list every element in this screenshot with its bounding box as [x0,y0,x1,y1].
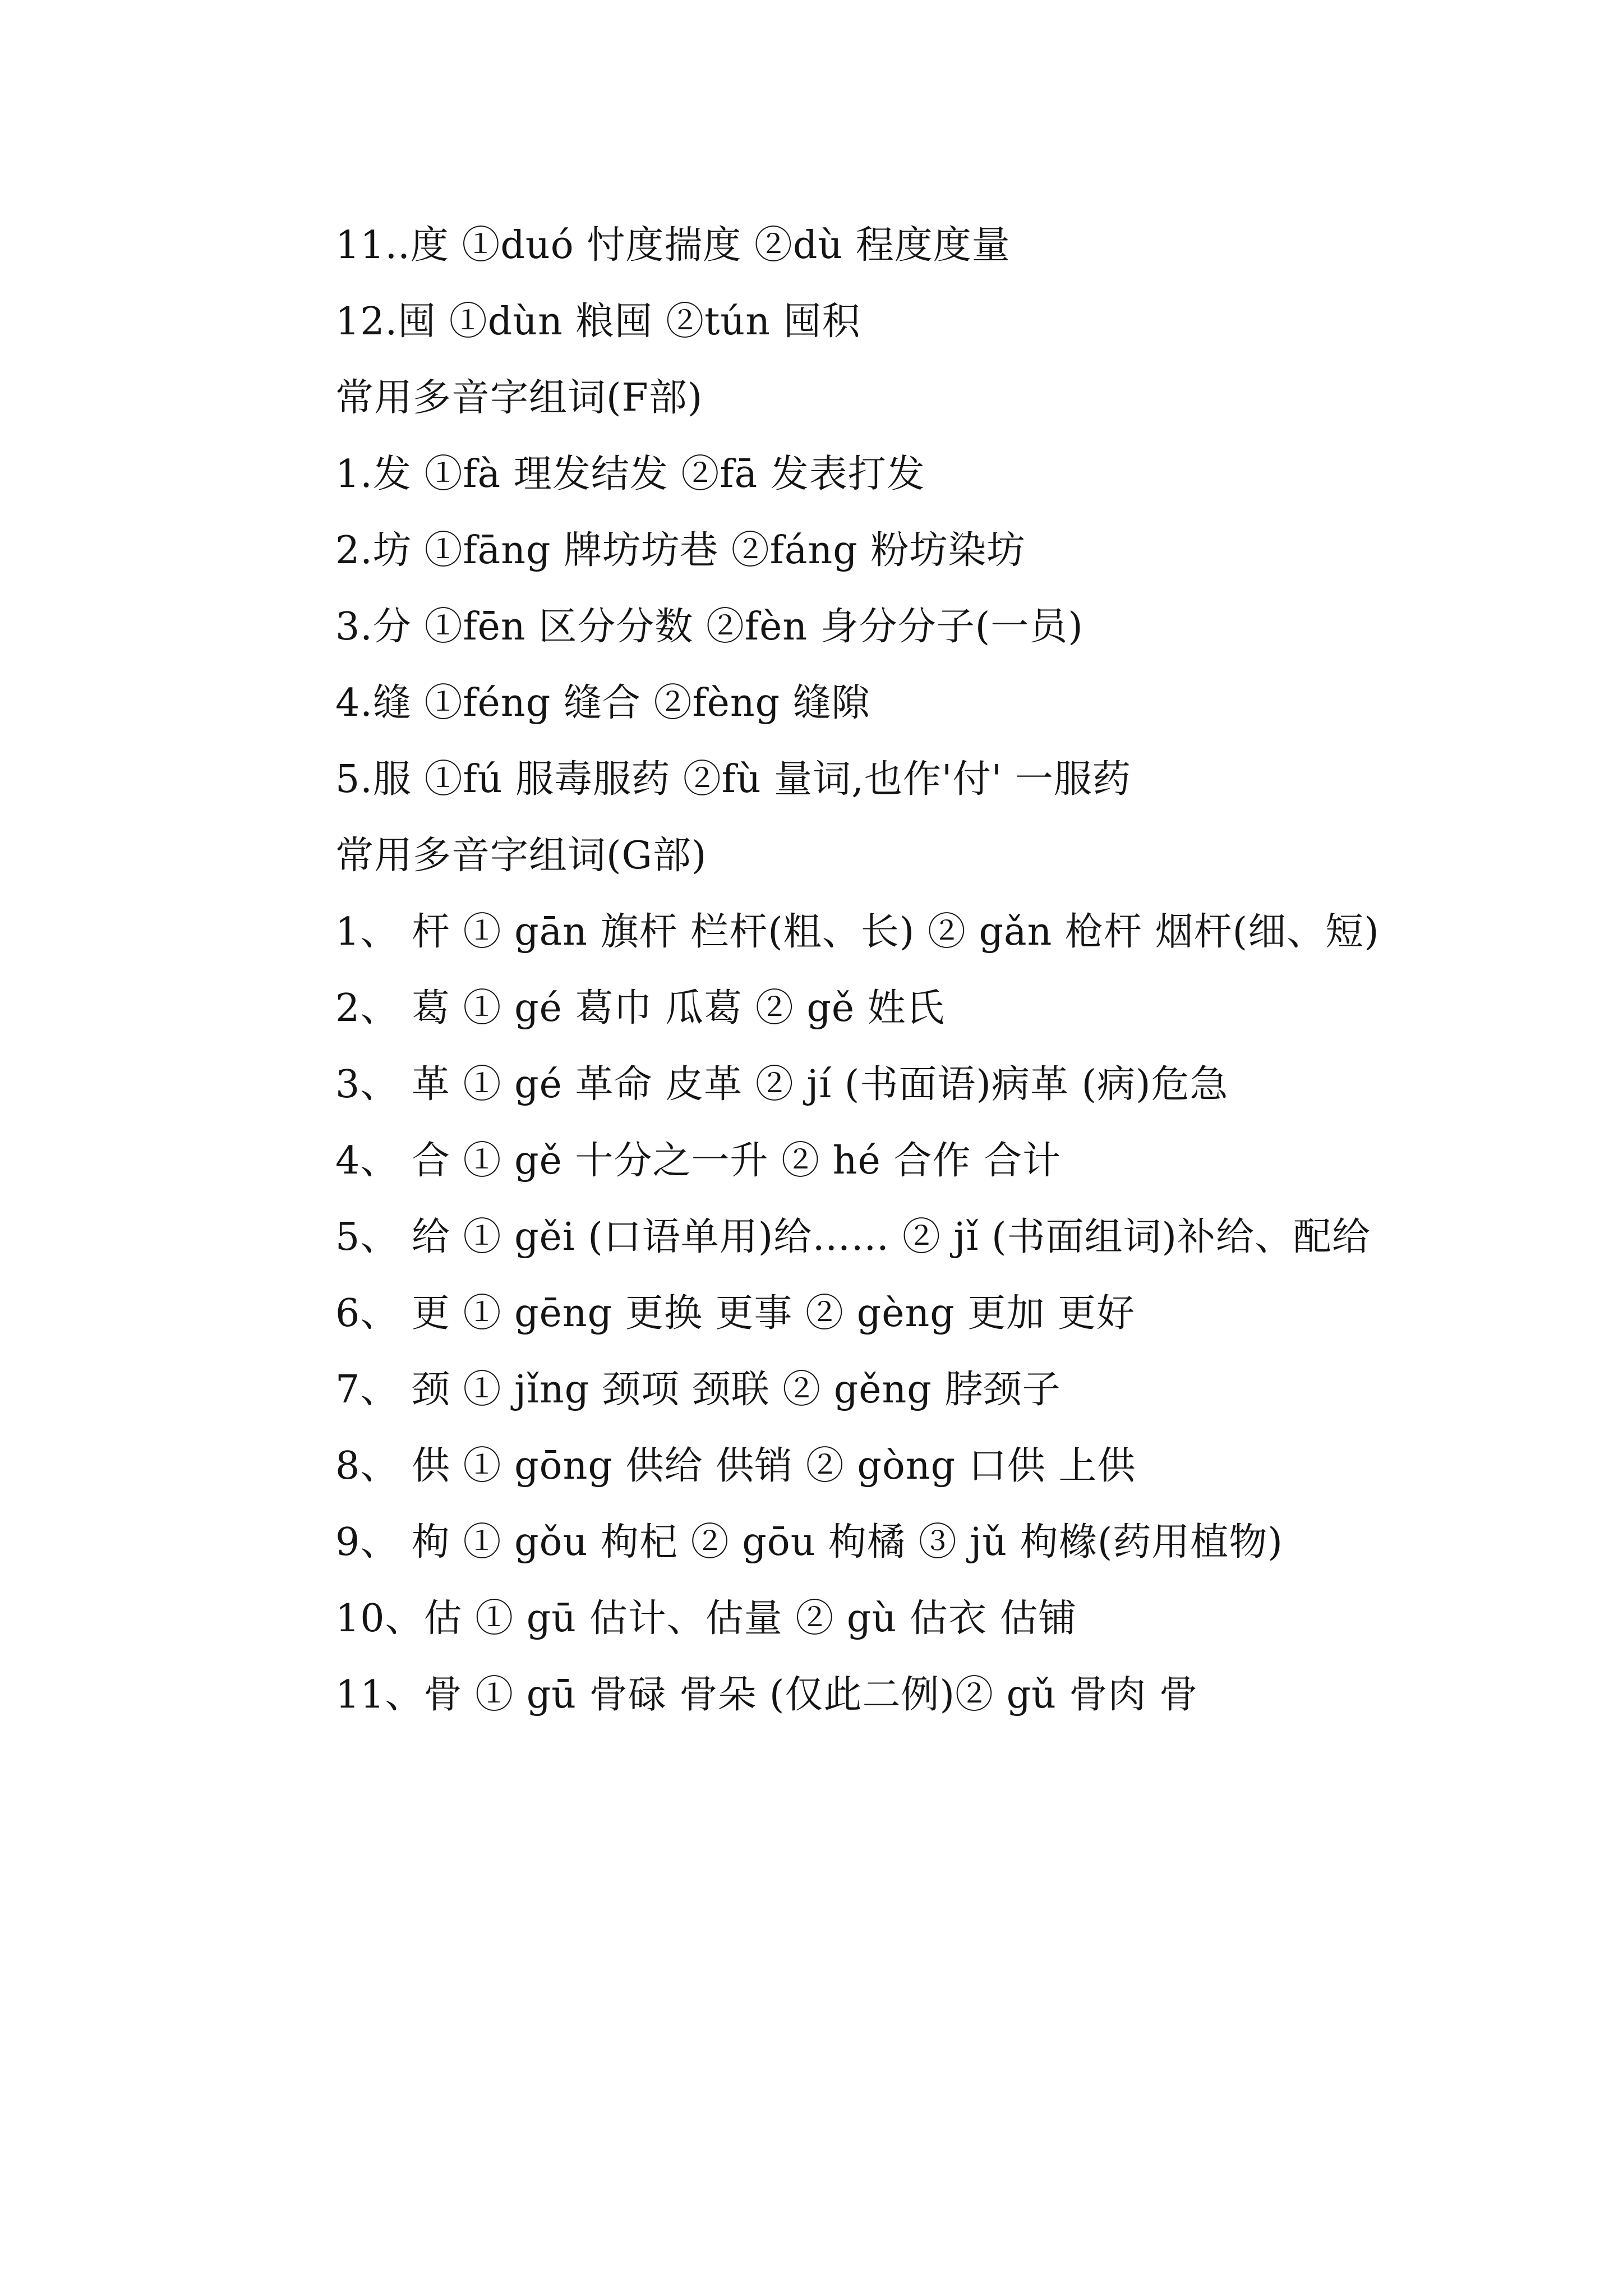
text-line: 5、 给 ① gěi (口语单用)给…… ② jǐ (书面组词)补给、配给 [335,1215,1371,1259]
text-line: 4、 合 ① gě 十分之一升 ② hé 合作 合计 [335,1139,1061,1183]
text-line: 8、 供 ① gōng 供给 供销 ② gòng 口供 上供 [335,1444,1136,1488]
text-line: 3.分 ①fēn 区分分数 ②fèn 身分分子(一员) [335,605,1083,649]
text-line: 7、 颈 ① jǐng 颈项 颈联 ② gěng 脖颈子 [335,1368,1061,1412]
text-line: 5.服 ①fú 服毒服药 ②fù 量词,也作'付' 一服药 [335,757,1131,802]
text-line: 10、估 ① gū 估计、估量 ② gù 估衣 估铺 [335,1596,1077,1641]
text-line: 9、 枸 ① gǒu 枸杞 ② gōu 枸橘 ③ jǔ 枸橼(药用植物) [335,1520,1283,1565]
text-line: 6、 更 ① gēng 更换 更事 ② gèng 更加 更好 [335,1291,1135,1336]
text-line: 1、 杆 ① gān 旗杆 栏杆(粗、长) ② gǎn 枪杆 烟杆(细、短) [335,910,1380,954]
section-heading: 常用多音字组词(F部) [335,376,703,420]
document-body [247,208,1391,1733]
text-line: 12.囤 ①dùn 粮囤 ②tún 囤积 [335,300,861,344]
section-heading: 常用多音字组词(G部) [335,834,707,878]
text-line: 11..度 ①duó 忖度揣度 ②dù 程度度量 [335,223,1011,268]
text-line: 4.缝 ①féng 缝合 ②fèng 缝隙 [335,681,870,725]
text-line: 1.发 ①fà 理发结发 ②fā 发表打发 [335,452,925,496]
text-line: 11、骨 ① gū 骨碌 骨朵 (仅此二例)② gǔ 骨肉 骨 [335,1673,1198,1717]
text-line: 2、 葛 ① gé 葛巾 瓜葛 ② gě 姓氏 [335,986,945,1030]
text-line: 2.坊 ①fāng 牌坊坊巷 ②fáng 粉坊染坊 [335,528,1026,573]
text-line: 3、 革 ① gé 革命 皮革 ② jí (书面语)病革 (病)危急 [335,1062,1229,1107]
